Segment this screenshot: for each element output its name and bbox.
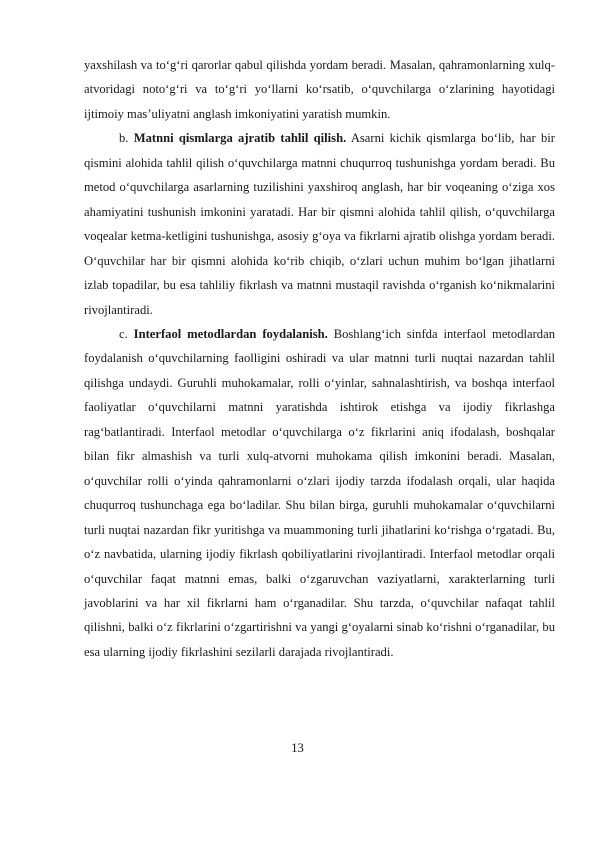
paragraph-text: yaxshilash va to‘g‘ri qarorlar qabul qilishda yordam beradi. Masalan, qahramonlarning xulq-atvoridagi noto‘g‘ri va to‘g‘ri yo‘llarni ko‘rsatib, o‘quvchilarga o‘zlarining hayotidagi ijtimoiy mas’uliyatni anglash imkoniyatini yaratish mumkin. (84, 58, 555, 121)
paragraph-text: Asarni kichik qismlarga bo‘lib, har bir qismini alohida tahlil qilish o‘quvchilarga matnni chuqurroq tushunishga yordam beradi. Bu metod o‘quvchilarga asarlarning tuzilishini yaxshiroq anglash, har bir voqeaning o‘ziga xos ahamiyatini tushunish imkonini yaratadi. Har bir qismni alohida tahlil qilish, o‘quvchilarga voqealar ketma-ketligini tushunishga, asosiy g‘oya va fikrlarni ajratib olishga yordam beradi. O‘quvchilar har bir qismni alohida ko‘rib chiqib, o‘zlari uchun muhim bo‘lgan jihatlarni izlab topadilar, bu esa tahliliy fikrlash va matnni mustaqil ravishda o‘rganish ko‘nikmalarini rivojlantiradi. (84, 131, 555, 317)
paragraph-heading: Interfaol metodlardan foydalanish. (133, 326, 328, 341)
paragraph-text: Boshlang‘ich sinfda interfaol metodlardan foydalanish o‘quvchilarning faolligini oshiradi va ular matnni turli nuqtai nazardan tahlil qilishga undaydi. Guruhli muhokamalar, rolli o‘yinlar, sahnalashtirish, va boshqa interfaol faoliyatlar o‘quvchilarni matnni yaratishda ishtirok etishga va ijodiy fikrlashga rag‘batlantiradi. Interfaol metodlar o‘quvchilarga o‘z fikrlarini aniq ifodalash, boshqalar bilan fikr almashish va turli xulq-atvorni muhokama qilish imkonini beradi. Masalan, o‘quvchilar rolli o‘yinda qahramonlarni o‘zlari ijodiy tarzda ifodalash orqali, ular haqida chuqurroq tushunchaga ega bo‘ladilar. Shu bilan birga, guruhli muhokamalar o‘quvchilarni turli nuqtai nazardan fikr yuritishga va muammoning turli jihatlarini ko‘rishga o‘rgatadi. Bu, o‘z navbatida, ularning ijodiy fikrlash qobiliyatlarini rivojlantiradi. Interfaol metodlar orqali o‘quvchilar faqat matnni emas, balki o‘zgaruvchan vaziyatlarni, xarakterlarning turli javoblarini va har xil fikrlarni ham o‘rganadilar. Shu tarzda, o‘quvchilar nafaqat tahlil qilishni, balki o‘z fikrlarini o‘zgartirishni va yangi g‘oyalarni sinab ko‘rishni o‘rganadilar, bu esa ularning ijodiy fikrlashini sezilarli darajada rivojlantiradi. (84, 326, 555, 659)
paragraph-heading: Matnni qismlarga ajratib tahlil qilish. (133, 131, 347, 146)
document-page (84, 53, 555, 664)
page-number: 13 (291, 741, 304, 755)
list-marker: c. (119, 326, 128, 341)
paragraph-interactive-methods (84, 322, 555, 664)
paragraph-continuation (84, 53, 555, 126)
paragraph-split-analysis (84, 126, 555, 322)
list-marker: b. (119, 131, 129, 146)
